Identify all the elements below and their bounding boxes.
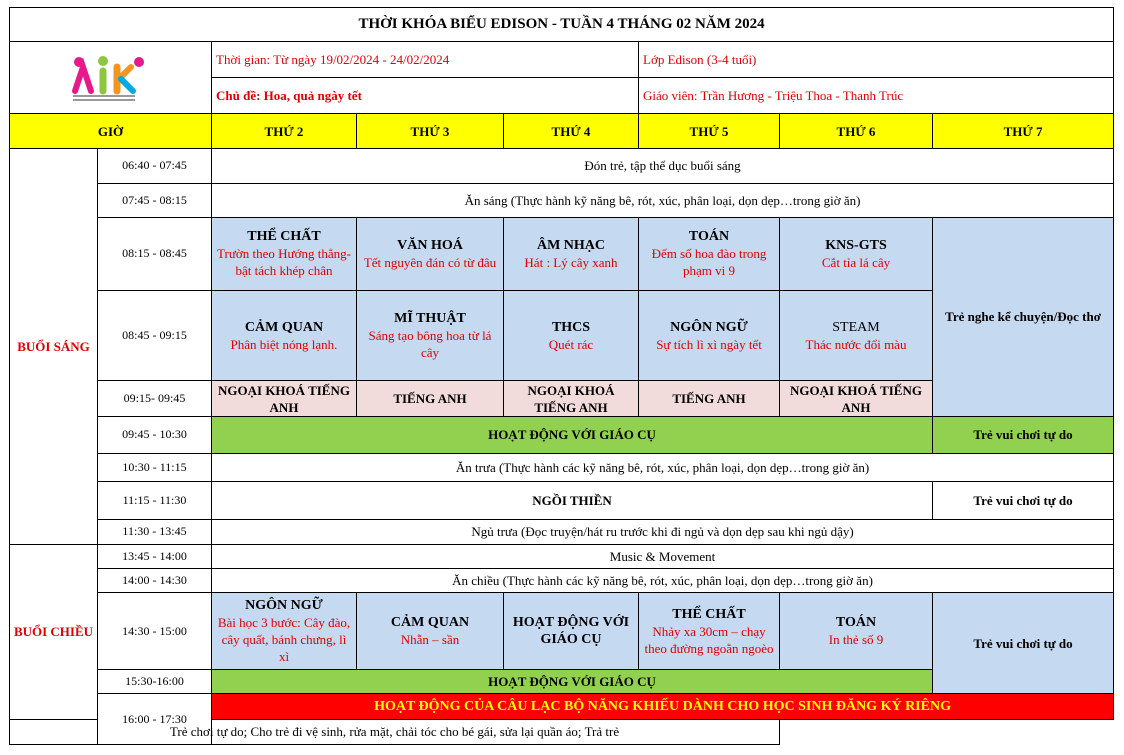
lesson-subject: STEAM [832, 319, 880, 335]
lesson-cell [212, 290, 357, 381]
header-day: THỨ 5 [639, 113, 780, 148]
english-cell: TIẾNG ANH [639, 381, 780, 416]
lesson-subject: THỂ CHẤT [247, 229, 321, 245]
lesson-desc: Phân biệt nóng lạnh. [230, 336, 338, 352]
lesson-cell [639, 217, 780, 290]
header-day: THỨ 3 [357, 113, 504, 148]
activity-row: Music & Movement [212, 545, 1114, 569]
session-afternoon: BUỔI CHIỀU [10, 545, 98, 720]
lesson-cell [357, 290, 504, 381]
lesson-subject: THCS [551, 319, 591, 335]
english-cell: NGOẠI KHOÁ TIẾNG ANH [212, 381, 357, 416]
activity-row: Ăn trưa (Thực hành các kỹ năng bê, rót, xúc, phân loại, dọn dẹp…trong giờ ăn) [212, 454, 1114, 482]
club-activity-bar: HOẠT ĐỘNG CỦA CÂU LẠC BỘ NĂNG KHIẾU DÀNH CHO HỌC SINH ĐĂNG KÝ RIÊNG [212, 694, 1114, 719]
lesson-desc: Nhẵn – sần [400, 632, 460, 648]
header-day: THỨ 6 [780, 113, 933, 148]
lesson-desc: Cắt tỉa lá cây [821, 254, 891, 270]
timetable [9, 7, 1114, 745]
aik-logo [69, 53, 153, 103]
info-class: Lớp Edison (3-4 tuổi) [639, 42, 1114, 77]
lesson-subject: MĨ THUẬT [394, 311, 466, 327]
saturday-afternoon: Trẻ vui chơi tự do [933, 593, 1114, 694]
lesson-subject: NGÔN NGỮ [245, 598, 323, 614]
lesson-desc: In thẻ số 9 [828, 632, 884, 648]
activity-row: Trẻ chơi tự do; Cho trẻ đi vệ sinh, rửa mặt, chải tóc cho bé gái, sửa lại quần áo; Trả trẻ [10, 719, 780, 744]
logo-cell [10, 42, 212, 114]
activity-row: Ăn chiều (Thực hành các kỹ năng bê, rót, xúc, phân loại, dọn dẹp…trong giờ ăn) [212, 569, 1114, 593]
page-title: THỜI KHÓA BIỂU EDISON - TUẦN 4 THÁNG 02 NĂM 2024 [10, 8, 1114, 42]
time-slot: 11:30 - 13:45 [98, 519, 212, 544]
lesson-subject: CẢM QUAN [244, 319, 324, 335]
english-cell: TIẾNG ANH [357, 381, 504, 416]
lesson-subject: NGÔN NGỮ [670, 319, 748, 335]
time-slot: 08:45 - 09:15 [98, 290, 212, 381]
time-slot: 16:00 - 17:30 [98, 694, 212, 745]
lesson-cell [780, 290, 933, 381]
header-day: THỨ 4 [504, 113, 639, 148]
time-slot: 14:30 - 15:00 [98, 593, 212, 670]
lesson-desc: Đếm số hoa đào trong phạm vi 9 [651, 246, 767, 279]
info-time: Thời gian: Từ ngày 19/02/2024 - 24/02/2024 [212, 42, 639, 77]
lesson-subject: VĂN HOÁ [397, 237, 463, 253]
header-day: THỨ 7 [933, 113, 1114, 148]
lesson-cell [639, 290, 780, 381]
lesson-desc: Sáng tạo bông hoa từ lá cây [368, 328, 492, 361]
lesson-desc: Thác nước đổi màu [805, 336, 907, 352]
lesson-cell [212, 217, 357, 290]
activity-row: Ngủ trưa (Đọc truyện/hát ru trước khi đi ngủ và dọn dẹp sau khi ngủ dậy) [212, 519, 1114, 544]
activity-row: Ăn sáng (Thực hành kỹ năng bê, rót, xúc, phân loại, dọn dẹp…trong giờ ăn) [212, 183, 1114, 217]
lesson-cell [504, 217, 639, 290]
lesson-subject: TOÁN [688, 229, 730, 245]
lesson-desc: Quét rác [548, 336, 594, 352]
lesson-cell [780, 217, 933, 290]
lesson-subject: HOẠT ĐỘNG VỚI GIÁO CỤ [512, 615, 630, 648]
activity-row: Đón trẻ, tập thể dục buổi sáng [212, 149, 1114, 183]
english-cell: NGOẠI KHOÁ TIẾNG ANH [504, 381, 639, 416]
info-teachers: Giáo viên: Trần Hương - Triệu Thoa - Thanh Trúc [639, 77, 1114, 113]
lesson-cell [357, 217, 504, 290]
meditation-row: NGỒI THIỀN [212, 482, 933, 519]
lesson-cell [504, 593, 639, 670]
lesson-subject: THỂ CHẤT [672, 606, 746, 622]
time-slot: 14:00 - 14:30 [98, 569, 212, 593]
info-theme: Chủ đề: Hoa, quả ngày tết [212, 77, 639, 113]
saturday-morning: Trẻ nghe kể chuyện/Đọc thơ [933, 217, 1114, 416]
time-slot: 11:15 - 11:30 [98, 482, 212, 519]
montessori-row: HOẠT ĐỘNG VỚI GIÁO CỤ [212, 670, 933, 694]
session-morning: BUỔI SÁNG [10, 149, 98, 545]
time-slot: 06:40 - 07:45 [98, 149, 212, 183]
lesson-cell [212, 593, 357, 670]
lesson-desc: Nhảy xa 30cm – chạy theo đường ngoằn ngoèo [644, 623, 774, 656]
time-slot: 10:30 - 11:15 [98, 454, 212, 482]
lesson-subject: CẢM QUAN [390, 615, 470, 631]
saturday-free-play: Trẻ vui chơi tự do [933, 416, 1114, 453]
time-slot: 08:15 - 08:45 [98, 217, 212, 290]
time-slot: 15:30-16:00 [98, 670, 212, 694]
time-slot: 13:45 - 14:00 [98, 545, 212, 569]
header-day: THỨ 2 [212, 113, 357, 148]
lesson-subject: ÂM NHẠC [536, 237, 606, 253]
montessori-row: HOẠT ĐỘNG VỚI GIÁO CỤ [212, 416, 933, 453]
lesson-cell [357, 593, 504, 670]
lesson-desc: Hát : Lý cây xanh [524, 254, 618, 270]
lesson-desc: Bài học 3 bước: Cây đào, cây quất, bánh chưng, lì xì [217, 615, 351, 665]
lesson-cell [504, 290, 639, 381]
lesson-desc: Trườn theo Hướng thẳng- bật tách khép chân [217, 246, 351, 279]
lesson-desc: Sự tích lì xì ngày tết [656, 336, 762, 352]
time-slot: 09:45 - 10:30 [98, 416, 212, 453]
header-time: GIỜ [10, 113, 212, 148]
lesson-desc: Tết nguyên đán có từ đâu [363, 254, 497, 270]
time-slot: 07:45 - 08:15 [98, 183, 212, 217]
lesson-subject: TOÁN [835, 615, 877, 631]
lesson-cell [639, 593, 780, 670]
english-cell: NGOẠI KHOÁ TIẾNG ANH [780, 381, 933, 416]
time-slot: 09:15- 09:45 [98, 381, 212, 416]
lesson-cell [780, 593, 933, 670]
lesson-subject: KNS-GTS [825, 237, 887, 253]
saturday-free-play: Trẻ vui chơi tự do [933, 482, 1114, 519]
